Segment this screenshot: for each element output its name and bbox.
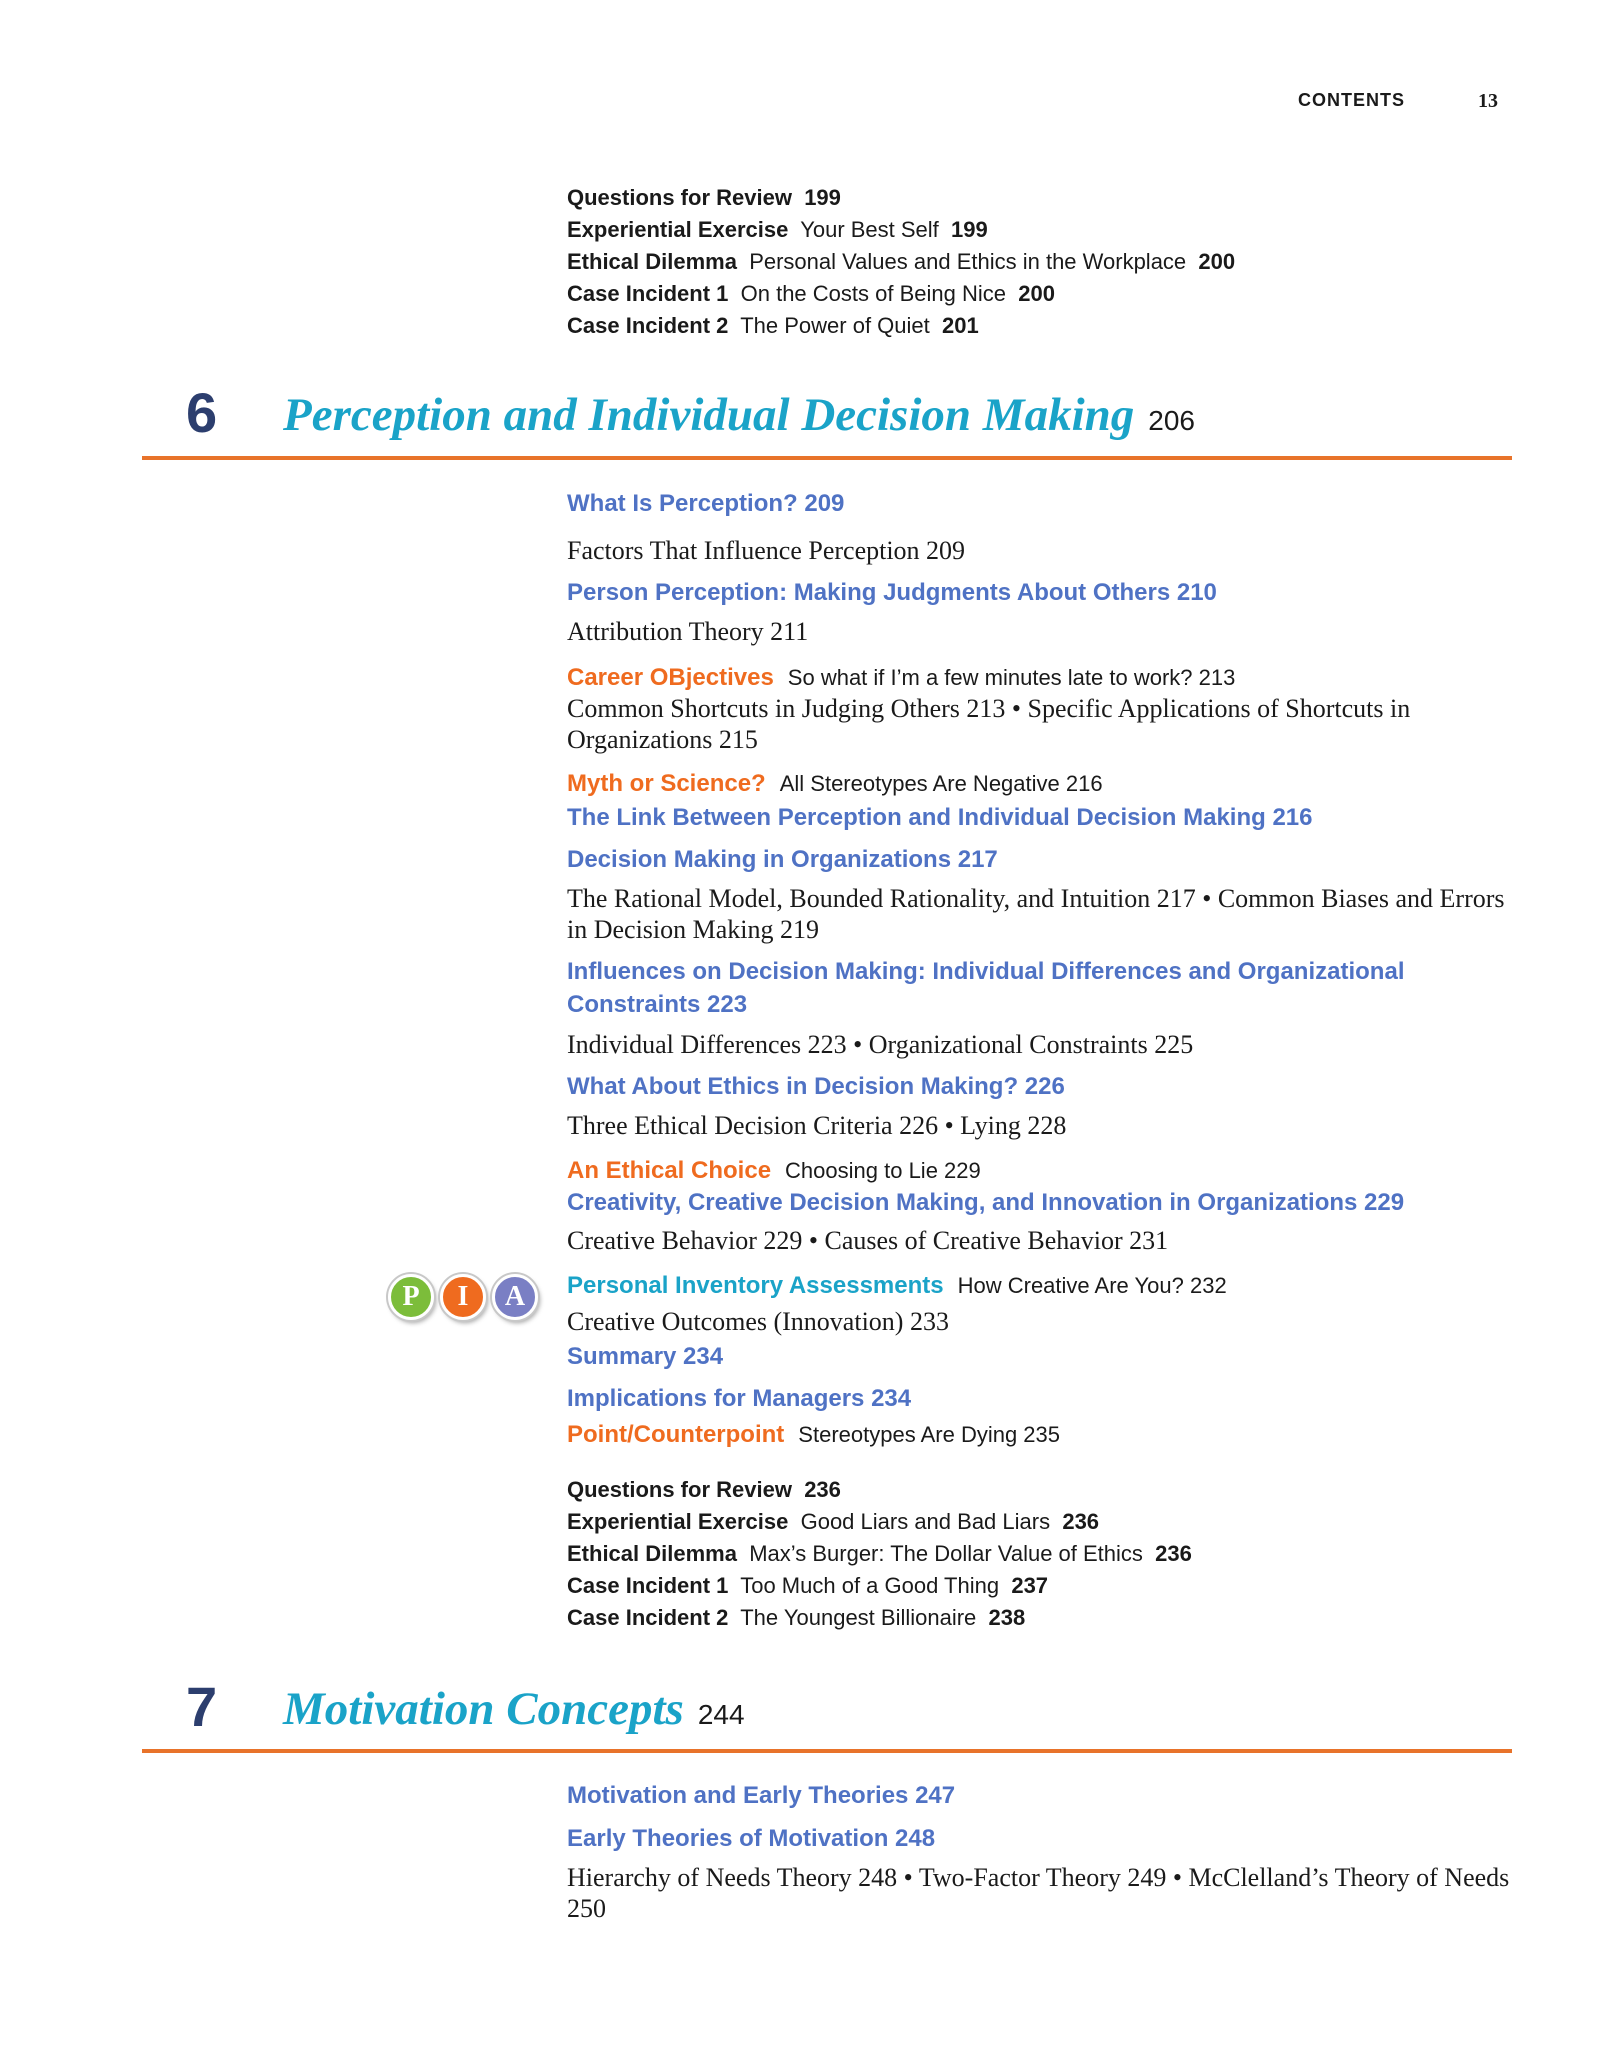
section-heading[interactable]: What About Ethics in Decision Making? 226 <box>567 1073 1065 1100</box>
review-line[interactable]: Ethical Dilemma Personal Values and Ethics in the Workplace 200 <box>567 249 1236 274</box>
page-number: 13 <box>1478 90 1498 112</box>
chapter-rule <box>142 1749 1512 1753</box>
review-line[interactable]: Case Incident 2 The Power of Quiet 201 <box>567 313 979 338</box>
topic-line[interactable]: Three Ethical Decision Criteria 226 • Lying 228 <box>567 1111 1067 1140</box>
chapter-title[interactable]: Motivation Concepts 244 <box>283 1683 745 1735</box>
review-block <box>567 1474 1567 1634</box>
topic-line[interactable]: Attribution Theory 211 <box>567 617 809 646</box>
section-heading[interactable]: Summary 234 <box>567 1343 724 1370</box>
section-heading[interactable]: Decision Making in Organizations 217 <box>567 846 998 873</box>
pia-i-icon: I <box>440 1274 486 1320</box>
pia-icon <box>388 1270 548 1330</box>
section-heading[interactable]: Creativity, Creative Decision Making, and Innovation in Organizations 229 <box>567 1189 1405 1216</box>
review-line[interactable]: Case Incident 2 The Youngest Billionaire 238 <box>567 1605 1026 1630</box>
review-line[interactable]: Experiential Exercise Your Best Self 199 <box>567 217 988 242</box>
review-block-top <box>567 182 1567 342</box>
feature-line[interactable]: Myth or Science? All Stereotypes Are Negative 216 <box>567 770 1103 797</box>
topic-line[interactable]: Hierarchy of Needs Theory 248 • Two-Factor Theory 249 • McClelland’s Theory of Needs 250 <box>567 1863 1510 1923</box>
chapter-number: 7 <box>186 1675 218 1738</box>
chapter-number: 6 <box>186 381 218 444</box>
section-heading[interactable]: Early Theories of Motivation 248 <box>567 1825 936 1852</box>
review-line[interactable]: Questions for Review 199 <box>567 185 841 210</box>
running-header: CONTENTS <box>1298 90 1405 110</box>
review-line[interactable]: Case Incident 1 On the Costs of Being Nice 200 <box>567 281 1055 306</box>
topic-line[interactable]: Factors That Influence Perception 209 <box>567 536 966 565</box>
topic-line[interactable]: Individual Differences 223 • Organizational Constraints 225 <box>567 1030 1194 1059</box>
section-heading[interactable]: Constraints 223 <box>567 991 748 1018</box>
review-line[interactable]: Experiential Exercise Good Liars and Bad Liars 236 <box>567 1509 1100 1534</box>
feature-label: An Ethical Choice <box>567 1157 772 1184</box>
topic-line[interactable]: Common Shortcuts in Judging Others 213 • Specific Applications of Shortcuts in Organizations 215 <box>567 694 1411 754</box>
section-heading[interactable]: Person Perception: Making Judgments About Others 210 <box>567 579 1217 606</box>
feature-line[interactable]: Career OBjectives So what if I’m a few minutes late to work? 213 <box>567 664 1236 691</box>
feature-label: Career OBjectives <box>567 664 774 691</box>
section-heading[interactable]: Implications for Managers 234 <box>567 1385 912 1412</box>
review-line[interactable]: Questions for Review 236 <box>567 1477 841 1502</box>
topic-line[interactable]: The Rational Model, Bounded Rationality, and Intuition 217 • Common Biases and Errors in Decision Making 219 <box>567 884 1505 944</box>
chapter-page: 244 <box>697 1699 745 1730</box>
topic-line[interactable]: Creative Behavior 229 • Causes of Creative Behavior 231 <box>567 1226 1169 1255</box>
feature-label: Point/Counterpoint <box>567 1421 785 1448</box>
section-heading[interactable]: What Is Perception? 209 <box>567 490 845 517</box>
pia-p-icon: P <box>388 1274 434 1320</box>
topic-line[interactable]: Creative Outcomes (Innovation) 233 <box>567 1307 949 1336</box>
pia-a-icon: A <box>492 1274 538 1320</box>
chapter-title[interactable]: Perception and Individual Decision Making 206 <box>283 389 1195 441</box>
review-line[interactable]: Ethical Dilemma Max’s Burger: The Dollar Value of Ethics 236 <box>567 1541 1192 1566</box>
section-heading[interactable]: Influences on Decision Making: Individual Differences and Organizational <box>567 958 1405 985</box>
review-line[interactable]: Case Incident 1 Too Much of a Good Thing 237 <box>567 1573 1049 1598</box>
section-heading[interactable]: The Link Between Perception and Individual Decision Making 216 <box>567 804 1313 831</box>
chapter-rule <box>142 456 1512 460</box>
chapter-page: 206 <box>1148 405 1195 436</box>
section-heading[interactable]: Motivation and Early Theories 247 <box>567 1782 956 1809</box>
feature-label: Personal Inventory Assessments <box>567 1272 944 1299</box>
feature-line[interactable]: Personal Inventory Assessments How Creative Are You? 232 <box>567 1272 1227 1299</box>
feature-label: Myth or Science? <box>567 770 766 797</box>
feature-line[interactable]: Point/Counterpoint Stereotypes Are Dying 235 <box>567 1421 1061 1448</box>
feature-line[interactable]: An Ethical Choice Choosing to Lie 229 <box>567 1157 981 1184</box>
